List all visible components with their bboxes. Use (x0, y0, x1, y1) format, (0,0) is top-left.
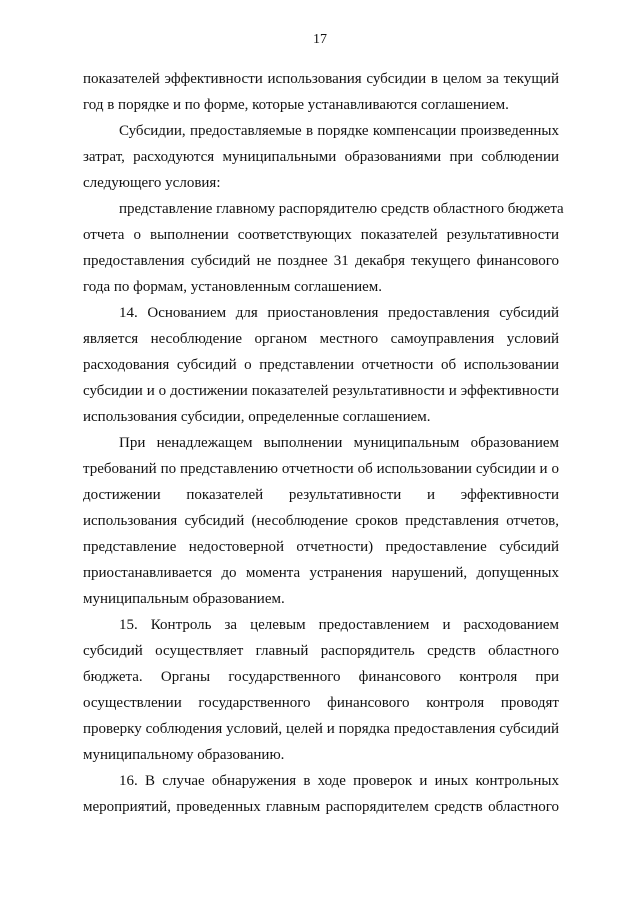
text-line: предоставления субсидий не позднее 31 декабря текущего финансового (83, 253, 559, 269)
text-line: мероприятий, проведенных главным распорядителем средств областного (83, 799, 559, 815)
page-number: 17 (313, 32, 327, 47)
text-line: затрат, расходуются муниципальными образованиями при соблюдении (83, 149, 559, 165)
text-line: проверку соблюдения условий, целей и порядка предоставления субсидий (83, 721, 559, 737)
paragraph-continuation (83, 66, 559, 118)
paragraph-item-15 (83, 612, 559, 768)
paragraph-item-14 (83, 300, 559, 430)
text-line: При ненадлежащем выполнении муниципальным образованием (119, 435, 559, 451)
text-line: субсидий осуществляет главный распорядитель средств областного (83, 643, 559, 659)
text-line: год в порядке и по форме, которые устанавливаются соглашением. (83, 97, 509, 113)
text-line: достижении показателей результативности и эффективности (83, 487, 559, 503)
text-line: расходования субсидий о представлении отчетности об использовании (83, 357, 559, 373)
text-line: Субсидии, предоставляемые в порядке компенсации произведенных (119, 123, 559, 139)
text-line: является несоблюдение органом местного самоуправления условий (83, 331, 559, 347)
text-line: использования субсидий (несоблюдение сроков представления отчетов, (83, 513, 559, 529)
text-line: бюджета. Органы государственного финансового контроля при (83, 669, 559, 685)
text-line: представление главному распорядителю средств областного бюджета (119, 201, 564, 217)
text-line: субсидии и о достижении показателей результативности и эффективности (83, 383, 559, 399)
text-line: 15. Контроль за целевым предоставлением и расходованием (119, 617, 559, 633)
text-line: показателей эффективности использования субсидии в целом за текущий (83, 71, 559, 87)
text-line: использования субсидии, определенные соглашением. (83, 409, 431, 425)
text-line: муниципальному образованию. (83, 747, 285, 763)
paragraph-reporting-condition (83, 196, 564, 300)
text-line: требований по представлению отчетности об использовании субсидии и о (83, 461, 559, 477)
text-line: 16. В случае обнаружения в ходе проверок и иных контрольных (119, 773, 559, 789)
text-line: приостанавливается до момента устранения нарушений, допущенных (83, 565, 559, 581)
text-line: осуществлении государственного финансового контроля проводят (83, 695, 559, 711)
paragraph-subsidies-compensation (83, 118, 559, 196)
text-line: муниципальным образованием. (83, 591, 285, 607)
text-line: года по формам, установленным соглашением. (83, 279, 383, 295)
text-line: 14. Основанием для приостановления предоставления субсидий (119, 305, 559, 321)
text-line: представление недостоверной отчетности) предоставление субсидий (83, 539, 559, 555)
text-line: следующего условия: (83, 175, 221, 191)
paragraph-improper-execution (83, 430, 559, 612)
paragraph-item-16 (83, 768, 559, 820)
text-line: отчета о выполнении соответствующих показателей результативности (83, 227, 559, 243)
